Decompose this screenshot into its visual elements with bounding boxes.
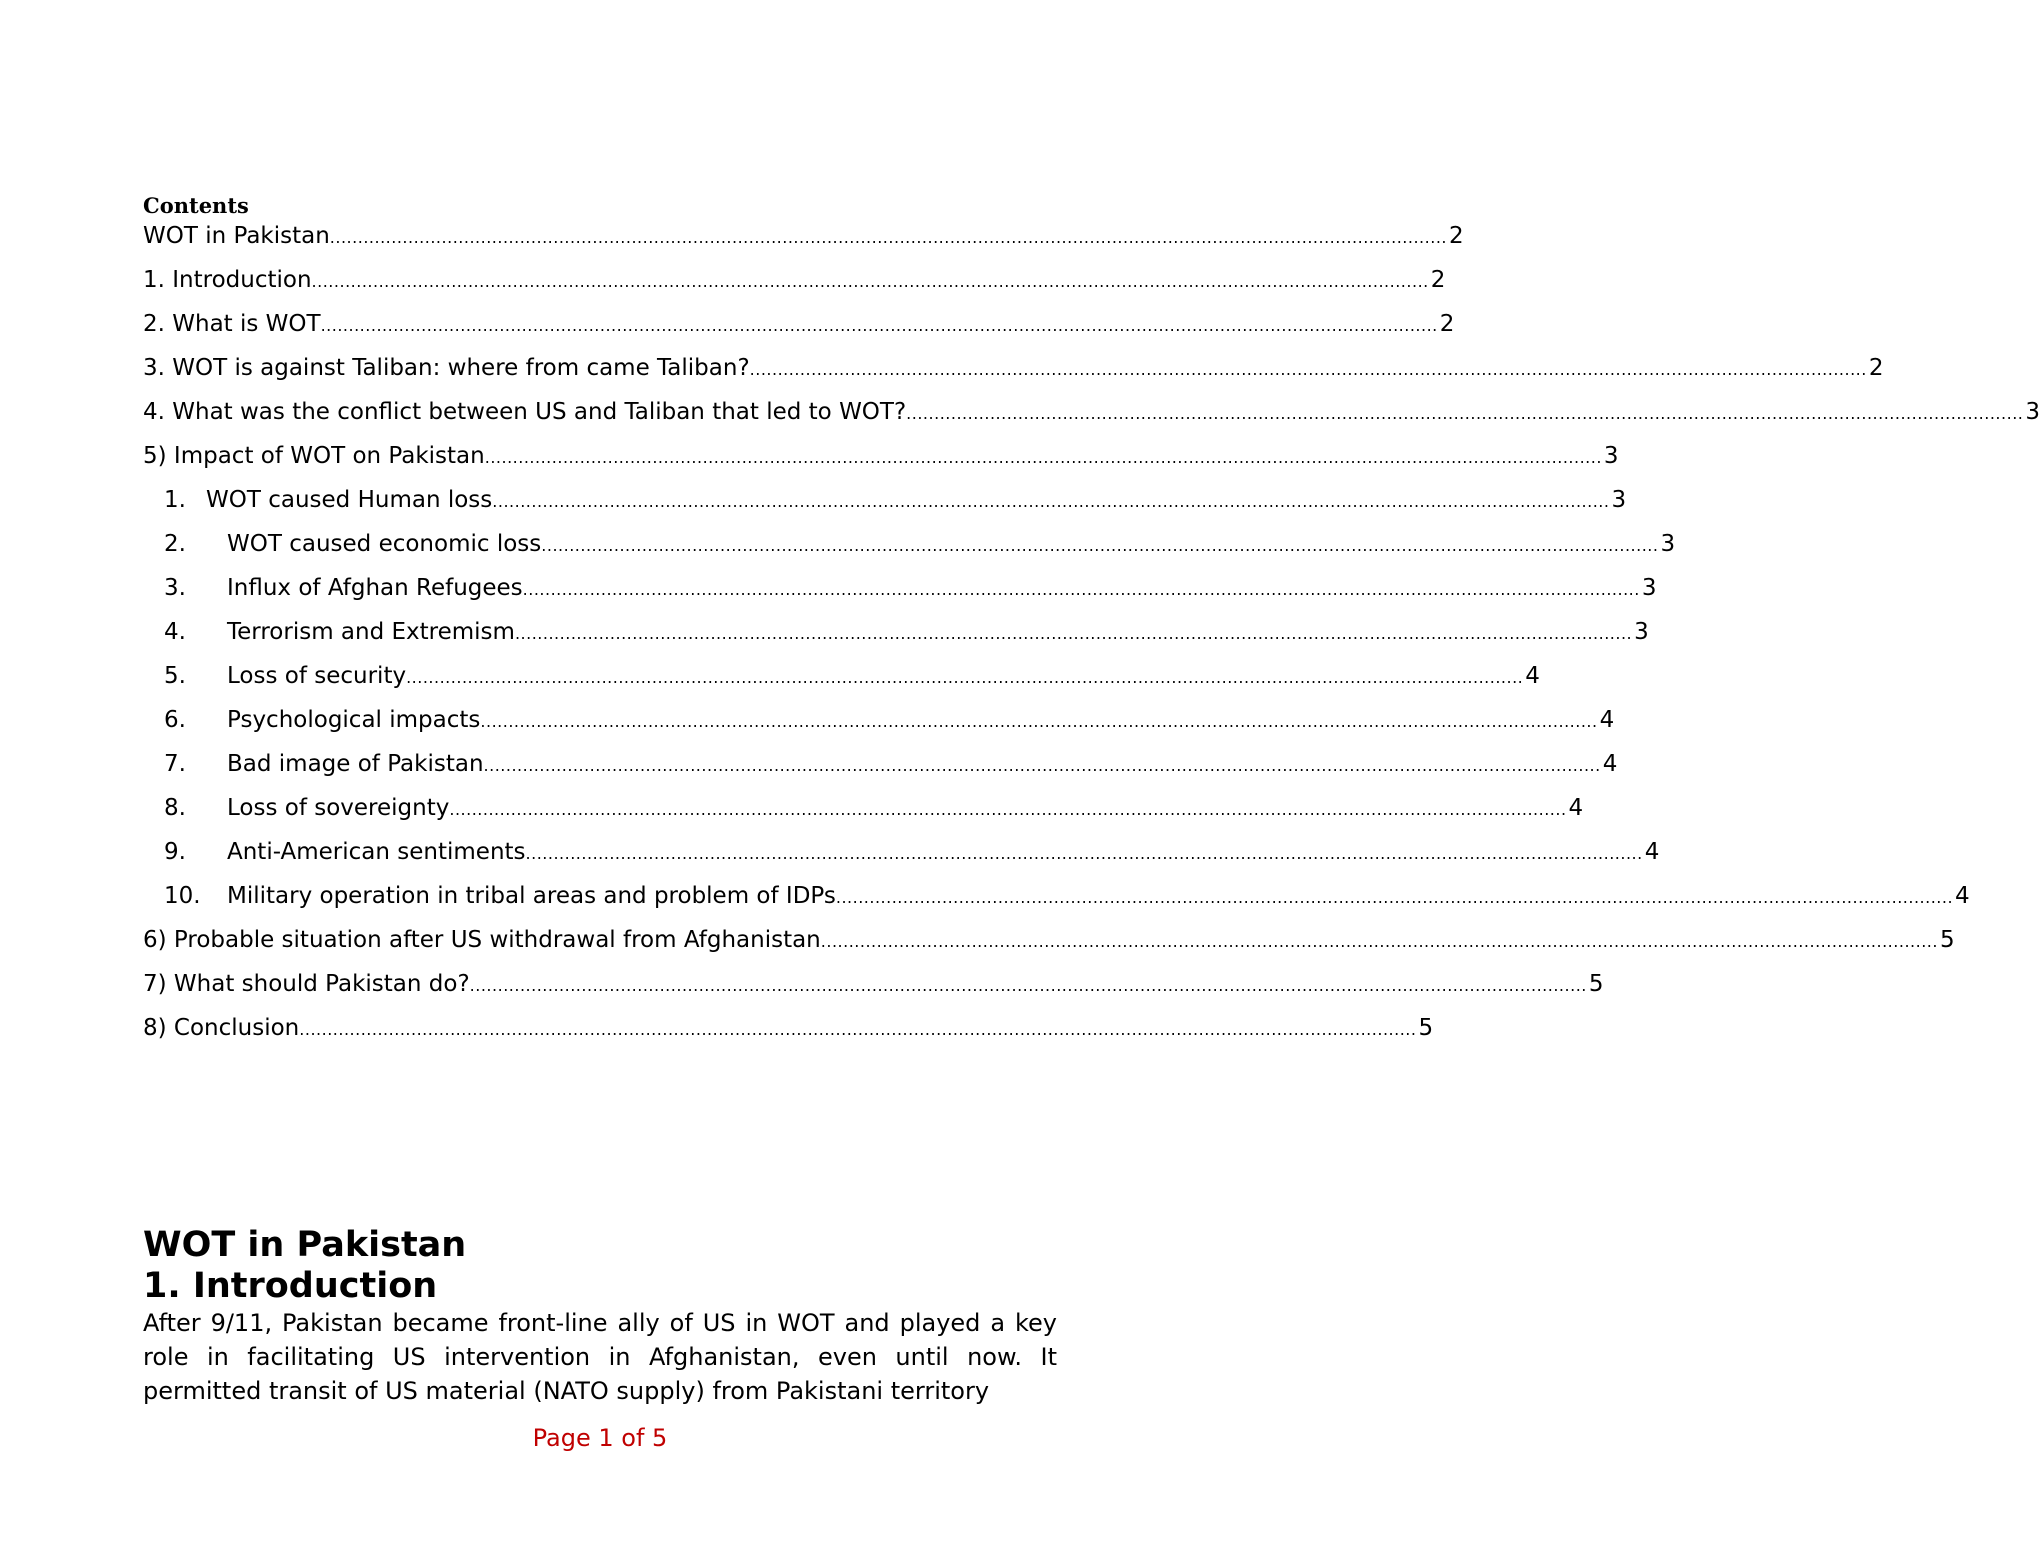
toc-dot-leader: ........................................................................................................................................................................................................: [484, 448, 1602, 467]
toc-entry-label: 6) Probable situation after US withdrawal from Afghanistan: [143, 927, 821, 953]
toc-entry-page: 3: [1634, 619, 1649, 645]
toc-entry-page: 5: [1418, 1015, 1434, 1041]
toc-dot-leader: ........................................................................................................................................................................................................: [480, 712, 1598, 731]
toc-dot-leader: ........................................................................................................................................................................................................: [906, 404, 2024, 423]
toc-dot-leader: ........................................................................................................................................................................................................: [329, 228, 1447, 247]
toc-dot-leader: ........................................................................................................................................................................................................: [469, 976, 1587, 995]
toc-entry-label: WOT in Pakistan: [143, 223, 330, 249]
toc-entry-label: Bad image of Pakistan: [227, 751, 484, 777]
toc-entry-page: 2: [1439, 311, 1455, 337]
toc-entry-page: 5: [1939, 927, 1955, 953]
toc-entry-page: 4: [1955, 883, 1970, 909]
toc-entry-page: 4: [1644, 839, 1660, 865]
toc-entry-label: Psychological impacts: [227, 707, 481, 733]
toc-entry-page: 3: [1641, 575, 1657, 601]
toc-entry-number: 10.: [164, 883, 201, 909]
toc-entry-label: WOT caused Human loss: [206, 487, 493, 513]
toc-entry[interactable]: [143, 573, 1657, 617]
toc-entry[interactable]: [143, 969, 1604, 1013]
toc-entry-page: 4: [1602, 751, 1618, 777]
toc-entry-page: 2: [1868, 355, 1884, 381]
toc-dot-leader: ........................................................................................................................................................................................................: [525, 844, 1643, 863]
heading-wot-in-pakistan: WOT in Pakistan: [143, 1225, 467, 1265]
toc-entry-page: 4: [1568, 795, 1584, 821]
toc-entry-label: 3. WOT is against Taliban: where from came Taliban?: [143, 355, 750, 381]
toc-entry-label: 4. What was the conflict between US and Taliban that led to WOT?: [143, 399, 907, 425]
toc-entry-page: 4: [1525, 663, 1540, 689]
toc-entry-page: 3: [2025, 399, 2040, 425]
toc-entry[interactable]: [143, 617, 1649, 661]
page-footer: Page 1 of 5: [532, 1424, 668, 1452]
toc-entry[interactable]: [143, 353, 1884, 397]
toc-entry[interactable]: [143, 397, 2040, 441]
toc-entry-label: Loss of security: [227, 663, 407, 689]
toc-entry-label: 7) What should Pakistan do?: [143, 971, 470, 997]
toc-entry-label: Terrorism and Extremism: [227, 619, 515, 645]
toc-entry[interactable]: [143, 485, 1627, 529]
toc-entry-label: Influx of Afghan Refugees: [227, 575, 523, 601]
toc-dot-leader: ........................................................................................................................................................................................................: [492, 492, 1610, 511]
toc-entry[interactable]: [143, 441, 1619, 485]
toc-entry-number: 9.: [164, 839, 186, 865]
introduction-paragraph: After 9/11, Pakistan became front-line ally of US in WOT and played a key role in facilitating US intervention in Afghanistan, even until now. It permitted transit of US material (NATO supply) from Pakistani territory: [143, 1309, 1057, 1405]
toc-dot-leader: ........................................................................................................................................................................................................: [299, 1020, 1417, 1039]
toc-entry[interactable]: [143, 881, 1970, 925]
toc-dot-leader: ........................................................................................................................................................................................................: [320, 316, 1438, 335]
toc-entry-number: 4.: [164, 619, 186, 645]
toc-entry[interactable]: [143, 793, 1584, 837]
toc-entry-label: 5) Impact of WOT on Pakistan: [143, 443, 485, 469]
toc-entry-number: 3.: [164, 575, 186, 601]
table-of-contents: [143, 221, 2040, 1057]
toc-entry[interactable]: [143, 221, 1464, 265]
toc-entry-label: Anti-American sentiments: [227, 839, 526, 865]
toc-dot-leader: ........................................................................................................................................................................................................: [449, 800, 1567, 819]
toc-entry[interactable]: [143, 529, 1676, 573]
toc-entry-page: 2: [1430, 267, 1446, 293]
toc-dot-leader: ........................................................................................................................................................................................................: [311, 272, 1429, 291]
toc-entry[interactable]: [143, 837, 1660, 881]
toc-entry-number: 2.: [164, 531, 186, 557]
toc-entry[interactable]: [143, 661, 1540, 705]
heading-introduction: 1. Introduction: [143, 1266, 438, 1306]
toc-heading: Contents: [143, 193, 249, 218]
toc-entry-page: 5: [1588, 971, 1604, 997]
toc-entry-number: 6.: [164, 707, 186, 733]
toc-entry-label: Military operation in tribal areas and problem of IDPs: [227, 883, 836, 909]
toc-entry-label: 8) Conclusion: [143, 1015, 300, 1041]
toc-entry[interactable]: [143, 925, 1955, 969]
toc-dot-leader: ........................................................................................................................................................................................................: [522, 580, 1640, 599]
toc-entry-label: 2. What is WOT: [143, 311, 321, 337]
toc-entry[interactable]: [143, 309, 1455, 353]
toc-entry-label: WOT caused economic loss: [227, 531, 542, 557]
toc-entry-label: 1. Introduction: [143, 267, 312, 293]
toc-dot-leader: ........................................................................................................................................................................................................: [483, 756, 1601, 775]
toc-entry-page: 4: [1599, 707, 1615, 733]
toc-dot-leader: ........................................................................................................................................................................................................: [514, 624, 1633, 643]
toc-entry[interactable]: [143, 265, 1446, 309]
toc-dot-leader: ........................................................................................................................................................................................................: [820, 932, 1938, 951]
toc-entry-page: 3: [1611, 487, 1627, 513]
toc-entry-label: Loss of sovereignty: [227, 795, 450, 821]
toc-dot-leader: ........................................................................................................................................................................................................: [749, 360, 1867, 379]
toc-dot-leader: ........................................................................................................................................................................................................: [406, 668, 1524, 687]
toc-entry[interactable]: [143, 749, 1618, 793]
toc-entry-number: 8.: [164, 795, 186, 821]
toc-dot-leader: ........................................................................................................................................................................................................: [541, 536, 1659, 555]
toc-entry[interactable]: [143, 705, 1615, 749]
toc-entry-page: 3: [1660, 531, 1676, 557]
toc-entry-number: 5.: [164, 663, 186, 689]
toc-entry-number: 7.: [164, 751, 186, 777]
toc-entry[interactable]: [143, 1013, 1434, 1057]
toc-entry-page: 2: [1448, 223, 1464, 249]
toc-entry-page: 3: [1603, 443, 1619, 469]
toc-dot-leader: ........................................................................................................................................................................................................: [835, 888, 1954, 907]
toc-entry-number: 1.: [164, 487, 186, 513]
